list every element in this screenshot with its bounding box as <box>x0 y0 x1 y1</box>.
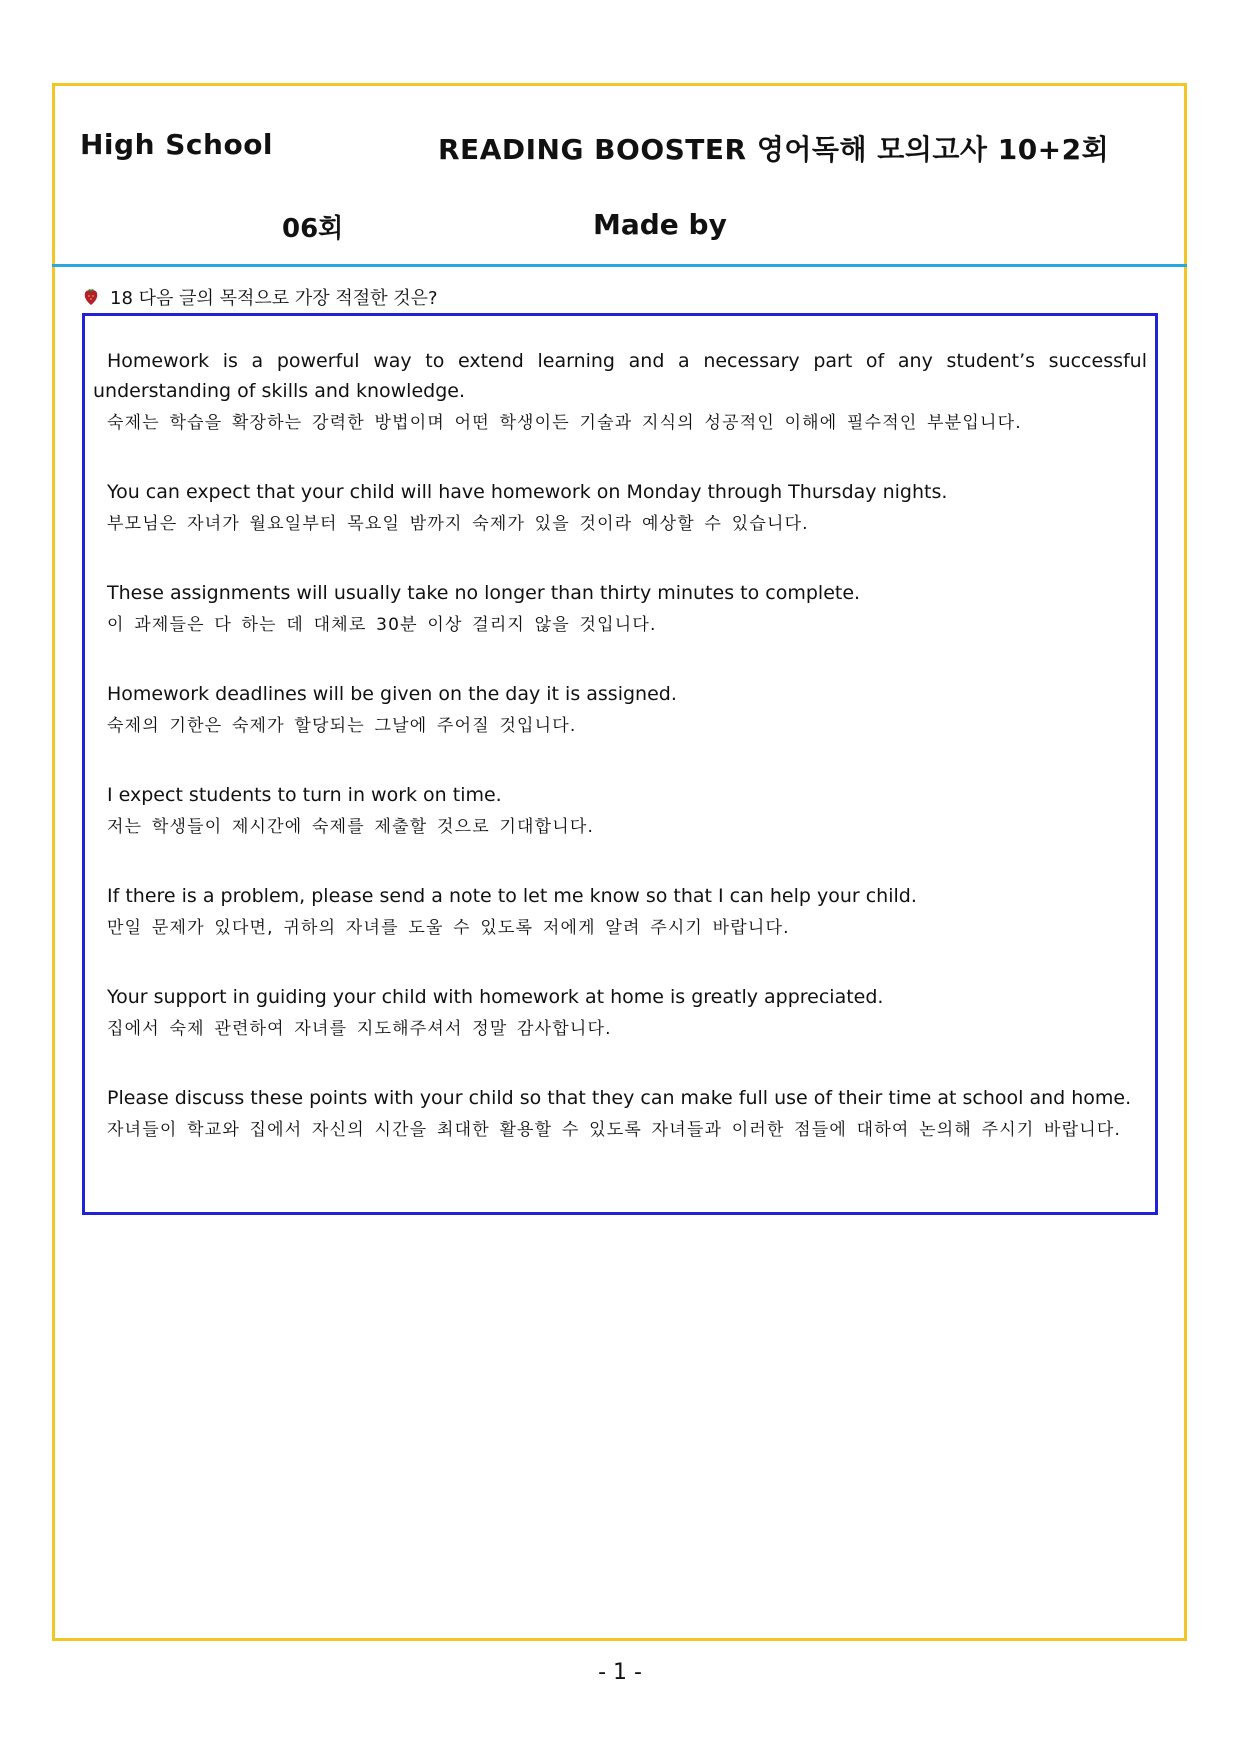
header-divider <box>52 264 1187 267</box>
question-text: 18 다음 글의 목적으로 가장 적절한 것은? <box>110 288 438 309</box>
sentence-pair <box>93 578 1147 640</box>
english-sentence: Homework deadlines will be given on the day it is assigned. <box>107 683 677 705</box>
workbook-title: READING BOOSTER 영어독해 모의고사 10+2회 <box>438 133 1110 166</box>
strawberry-icon <box>84 288 98 306</box>
korean-translation: 만일 문제가 있다면, 귀하의 자녀를 도울 수 있도록 저에게 알려 주시기 바랍니다. <box>107 918 790 938</box>
sentence-pair <box>93 679 1147 741</box>
sentence-pair <box>93 1083 1147 1145</box>
english-sentence: If there is a problem, please send a note to let me know so that I can help your child. <box>107 885 917 907</box>
korean-translation: 집에서 숙제 관련하여 자녀를 지도해주셔서 정말 감사합니다. <box>107 1019 612 1039</box>
sentence-pair <box>93 346 1147 438</box>
english-sentence: Please discuss these points with your child so that they can make full use of their time at school and home. <box>107 1087 1132 1109</box>
korean-translation: 저는 학생들이 제시간에 숙제를 제출할 것으로 기대합니다. <box>107 817 595 837</box>
sentence-pair <box>93 982 1147 1044</box>
sentence-pair <box>93 780 1147 842</box>
passage <box>93 346 1147 1184</box>
made-by-label: Made by <box>593 208 727 241</box>
korean-translation: 숙제는 학습을 확장하는 강력한 방법이며 어떤 학생이든 기술과 지식의 성공적인 이해에 필수적인 부분입니다. <box>107 413 1022 433</box>
page-number: - 1 - <box>598 1660 642 1685</box>
english-sentence: These assignments will usually take no longer than thirty minutes to complete. <box>107 582 861 604</box>
korean-translation: 숙제의 기한은 숙제가 할당되는 그날에 주어질 것입니다. <box>107 716 577 736</box>
round-label: 06회 <box>282 214 344 244</box>
english-sentence: Homework is a powerful way to extend learning and a necessary part of any student’s successful understanding of skills and knowledge. <box>93 350 1147 402</box>
question-heading <box>84 284 438 310</box>
english-sentence: You can expect that your child will have homework on Monday through Thursday nights. <box>107 481 948 503</box>
sentence-pair <box>93 881 1147 943</box>
school-level-label: High School <box>80 128 274 161</box>
korean-translation: 이 과제들은 다 하는 데 대체로 30분 이상 걸리지 않을 것입니다. <box>107 615 657 635</box>
korean-translation: 자녀들이 학교와 집에서 자신의 시간을 최대한 활용할 수 있도록 자녀들과 이러한 점들에 대하여 논의해 주시기 바랍니다. <box>107 1120 1122 1140</box>
korean-translation: 부모님은 자녀가 월요일부터 목요일 밤까지 숙제가 있을 것이라 예상할 수 있습니다. <box>107 514 809 534</box>
sentence-pair <box>93 477 1147 539</box>
english-sentence: Your support in guiding your child with homework at home is greatly appreciated. <box>107 986 884 1008</box>
english-sentence: I expect students to turn in work on time. <box>107 784 502 806</box>
